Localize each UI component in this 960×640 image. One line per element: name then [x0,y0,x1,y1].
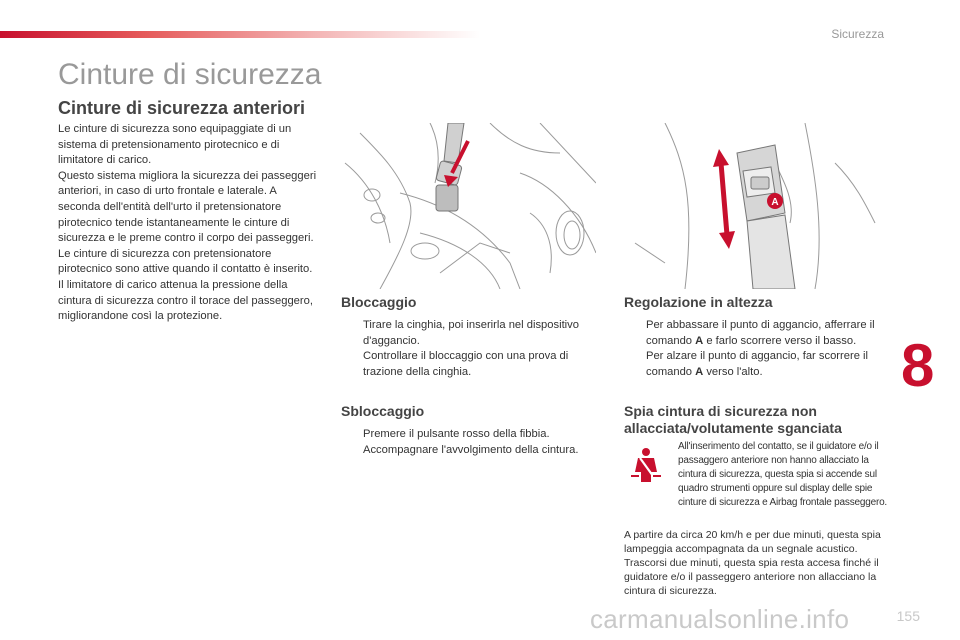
list-item [624,349,886,380]
intro-paragraph: Le cinture di sicurezza con pretensionatore pirotecnico sono attive quando il contatto è inserito. [58,247,313,276]
spia-heading: Spia cintura di sicurezza non allacciata/volutamente sganciata [624,403,842,436]
height-adjust-illustration [625,123,881,289]
list-item [341,443,596,459]
regolazione-heading: Regolazione in altezza [624,294,773,310]
page-number: 155 [896,608,920,624]
list-item [341,349,596,380]
list-item-text: Per alzare il punto di aggancio, far scorrere il comando [646,350,868,378]
sbloccaggio-heading: Sbloccaggio [341,403,425,419]
control-a-label: A [695,365,704,378]
section-heading: Cinture di sicurezza anteriori [58,98,306,118]
section-label: Sicurezza [831,27,884,41]
bloccaggio-heading: Bloccaggio [341,294,417,310]
spia-footer-text: A partire da circa 20 km/h e per due minuti, questa spia lampeggia accompagnata da un segnale acustico. Trascorsi due minuti, questa spia resta accesa finché il guidatore e/o il passeggero anteriore non allacciano la cintura di sicurezza. [624,529,881,597]
list-item-text: Per abbassare il punto di aggancio, afferrare il comando [646,319,875,347]
regolazione-list [624,318,886,380]
spia-description: All'inserimento del contatto, se il guidatore e/o il passaggero anteriore non hanno allacciato la cintura di sicurezza, questa spia si accende sul quadro strumenti oppure sul display delle spie cinture di sicurezza e Airbag frontale passeggero. [678,441,888,508]
chapter-number: 8 [901,332,935,399]
intro-paragraph: Il limitatore di carico attenua la pressione della cintura di sicurezza contro il torace del passeggero, migliorandone così la protezione. [58,278,313,323]
page-title: Cinture di sicurezza [58,58,322,91]
list-item-text: Tirare la cinghia, poi inserirla nel dispositivo d'aggancio. [363,319,579,347]
header-accent-bar [0,31,480,38]
control-a-label: A [695,334,704,347]
watermark: carmanualsonline.info [590,604,850,634]
callout-a-label: A [771,197,779,208]
buckle-drawing [340,123,596,289]
seatbelt-warning-icon [627,446,665,484]
list-item-text: Accompagnare l'avvolgimento della cintura. [363,443,579,456]
intro-text [58,122,320,325]
bloccaggio-list [341,318,596,380]
height-adjust-drawing [625,123,881,289]
buckle-illustration [340,123,596,289]
sbloccaggio-list [341,427,596,458]
list-item-text: verso l'alto. [703,365,763,378]
list-item [341,427,596,443]
list-item-text: Premere il pulsante rosso della fibbia. [363,428,550,440]
intro-paragraph: Questo sistema migliora la sicurezza dei passeggeri anteriori, in caso di urto frontale e laterale. A seconda dell'entità dell'urto il pretensionatore pirotecnico tende istantaneamente le cinture di sicurezza e le preme contro il corpo dei passeggeri. [58,169,317,245]
list-item [624,318,886,349]
list-item-text: Controllare il bloccaggio con una prova di trazione della cinghia. [363,350,569,378]
list-item [341,318,596,349]
list-item-text: e farlo scorrere verso il basso. [703,334,857,347]
intro-paragraph: Le cinture di sicurezza sono equipaggiate di un sistema di pretensionamento pirotecnico e di limitatore di carico. [58,123,292,167]
